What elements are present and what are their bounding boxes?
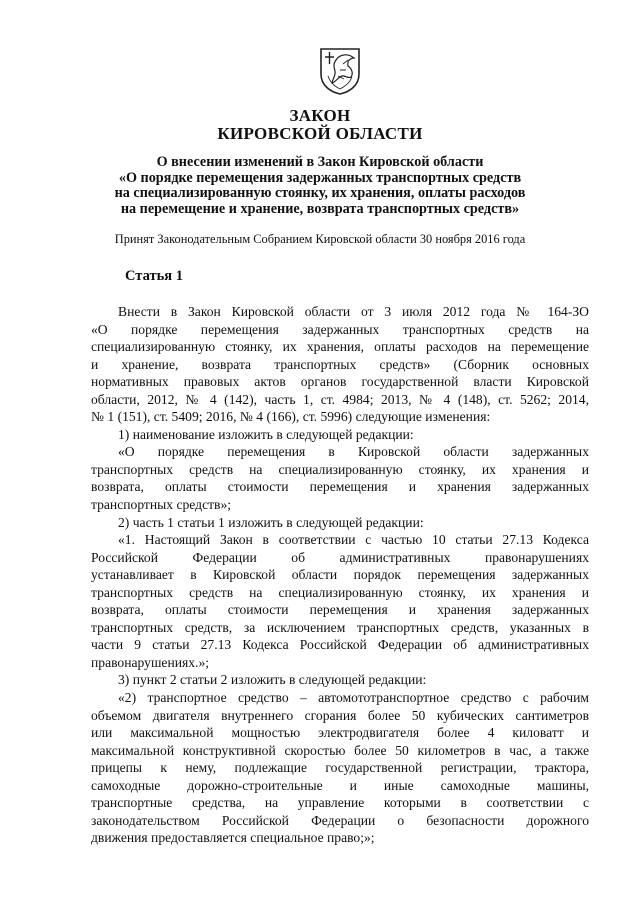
- text-line: Российской Федерации об административных правонарушениях: [91, 549, 589, 565]
- text-line: законодательством Российской Федерации о безопасности дорожного: [91, 812, 589, 828]
- article-heading: Статья 1: [125, 268, 183, 284]
- text-line: 1) наименование изложить в следующей редакции:: [118, 426, 414, 442]
- text-line: возврата, оплаты стоимости перемещения и хранения задержанных: [91, 602, 589, 618]
- text-line: № 1 (151), ст. 5409; 2016, № 4 (166), ст. 5996) следующие изменения:: [91, 409, 491, 425]
- text-line: устанавливает в Кировской области порядок перемещения задержанных: [91, 567, 589, 583]
- subject-heading: [0, 155, 640, 217]
- text-line: части 9 статьи 27.13 Кодекса Российской Федерации об административных: [91, 637, 589, 653]
- text-line: движения предоставляется специальное право;»;: [91, 830, 375, 846]
- text-line: и хранение, возврата транспортных средств» (Сборник основных: [91, 356, 589, 372]
- adoption-note: Принят Законодательным Собранием Кировской области 30 ноября 2016 года: [114, 232, 526, 246]
- text-line: или максимальной мощностью электродвигателя более 4 киловатт и: [91, 725, 589, 741]
- subject-line: «О порядке перемещения задержанных транспортных средств: [118, 169, 522, 186]
- text-line: области, 2012, № 4 (142), часть 1, ст. 4984; 2013, № 4 (148), ст. 5262; 2014,: [91, 391, 589, 407]
- subject-line: О внесении изменений в Закон Кировской области: [156, 154, 484, 170]
- text-line: прицепы к нему, подлежащие государственной регистрации, трактора,: [91, 760, 589, 776]
- text-line: Внести в Закон Кировской области от 3 июля 2012 года № 164-ЗО: [118, 304, 589, 319]
- coat-of-arms-icon: [318, 46, 362, 96]
- text-line: «2) транспортное средство – автомототранспортное средство с рабочим: [118, 690, 589, 706]
- region-title: КИРОВСКОЙ ОБЛАСТИ: [217, 124, 423, 143]
- text-line: транспортные средства, на управление которыми в соответствии с: [91, 795, 589, 811]
- text-line: 2) часть 1 статьи 1 изложить в следующей редакции:: [118, 514, 424, 530]
- text-line: транспортных средств на специализированную стоянку, их хранения и: [91, 461, 589, 477]
- subject-line: на перемещение и хранение, возврата транспортных средств»: [120, 200, 520, 217]
- text-line: максимальной конструктивной скоростью более 50 километров в час, а также: [91, 742, 589, 758]
- text-line: «О порядке перемещения в Кировской области задержанных: [118, 444, 589, 460]
- text-line: специализированную стоянку, их хранения, оплаты расходов на перемещение: [91, 339, 589, 355]
- text-line: «1. Настоящий Закон в соответствии с частью 10 статьи 27.13 Кодекса: [118, 532, 589, 548]
- law-title: ЗАКОН: [289, 106, 351, 125]
- text-line: транспортных средств, за исключением транспортных средств, указанных в: [91, 619, 589, 635]
- text-line: транспортных средств»;: [91, 497, 232, 513]
- text-line: возврата, оплаты стоимости перемещения и хранения задержанных: [91, 479, 589, 495]
- text-line: нормативных правовых актов органов государственной власти Кировской: [91, 374, 589, 390]
- text-line: транспортных средств на специализированную стоянку, их хранения и: [91, 584, 589, 600]
- text-line: объемом двигателя внутреннего сгорания более 50 кубических сантиметров: [91, 707, 589, 723]
- text-line: самоходные дорожно-строительные и иные самоходные машины,: [91, 777, 589, 793]
- text-line: правонарушениях.»;: [91, 654, 210, 670]
- text-line: «О порядке перемещения задержанных транспортных средств на: [91, 321, 589, 337]
- text-line: 3) пункт 2 статьи 2 изложить в следующей редакции:: [118, 672, 427, 688]
- subject-line: на специализированную стоянку, их хранения, оплаты расходов: [114, 185, 526, 201]
- article-body: [91, 303, 589, 847]
